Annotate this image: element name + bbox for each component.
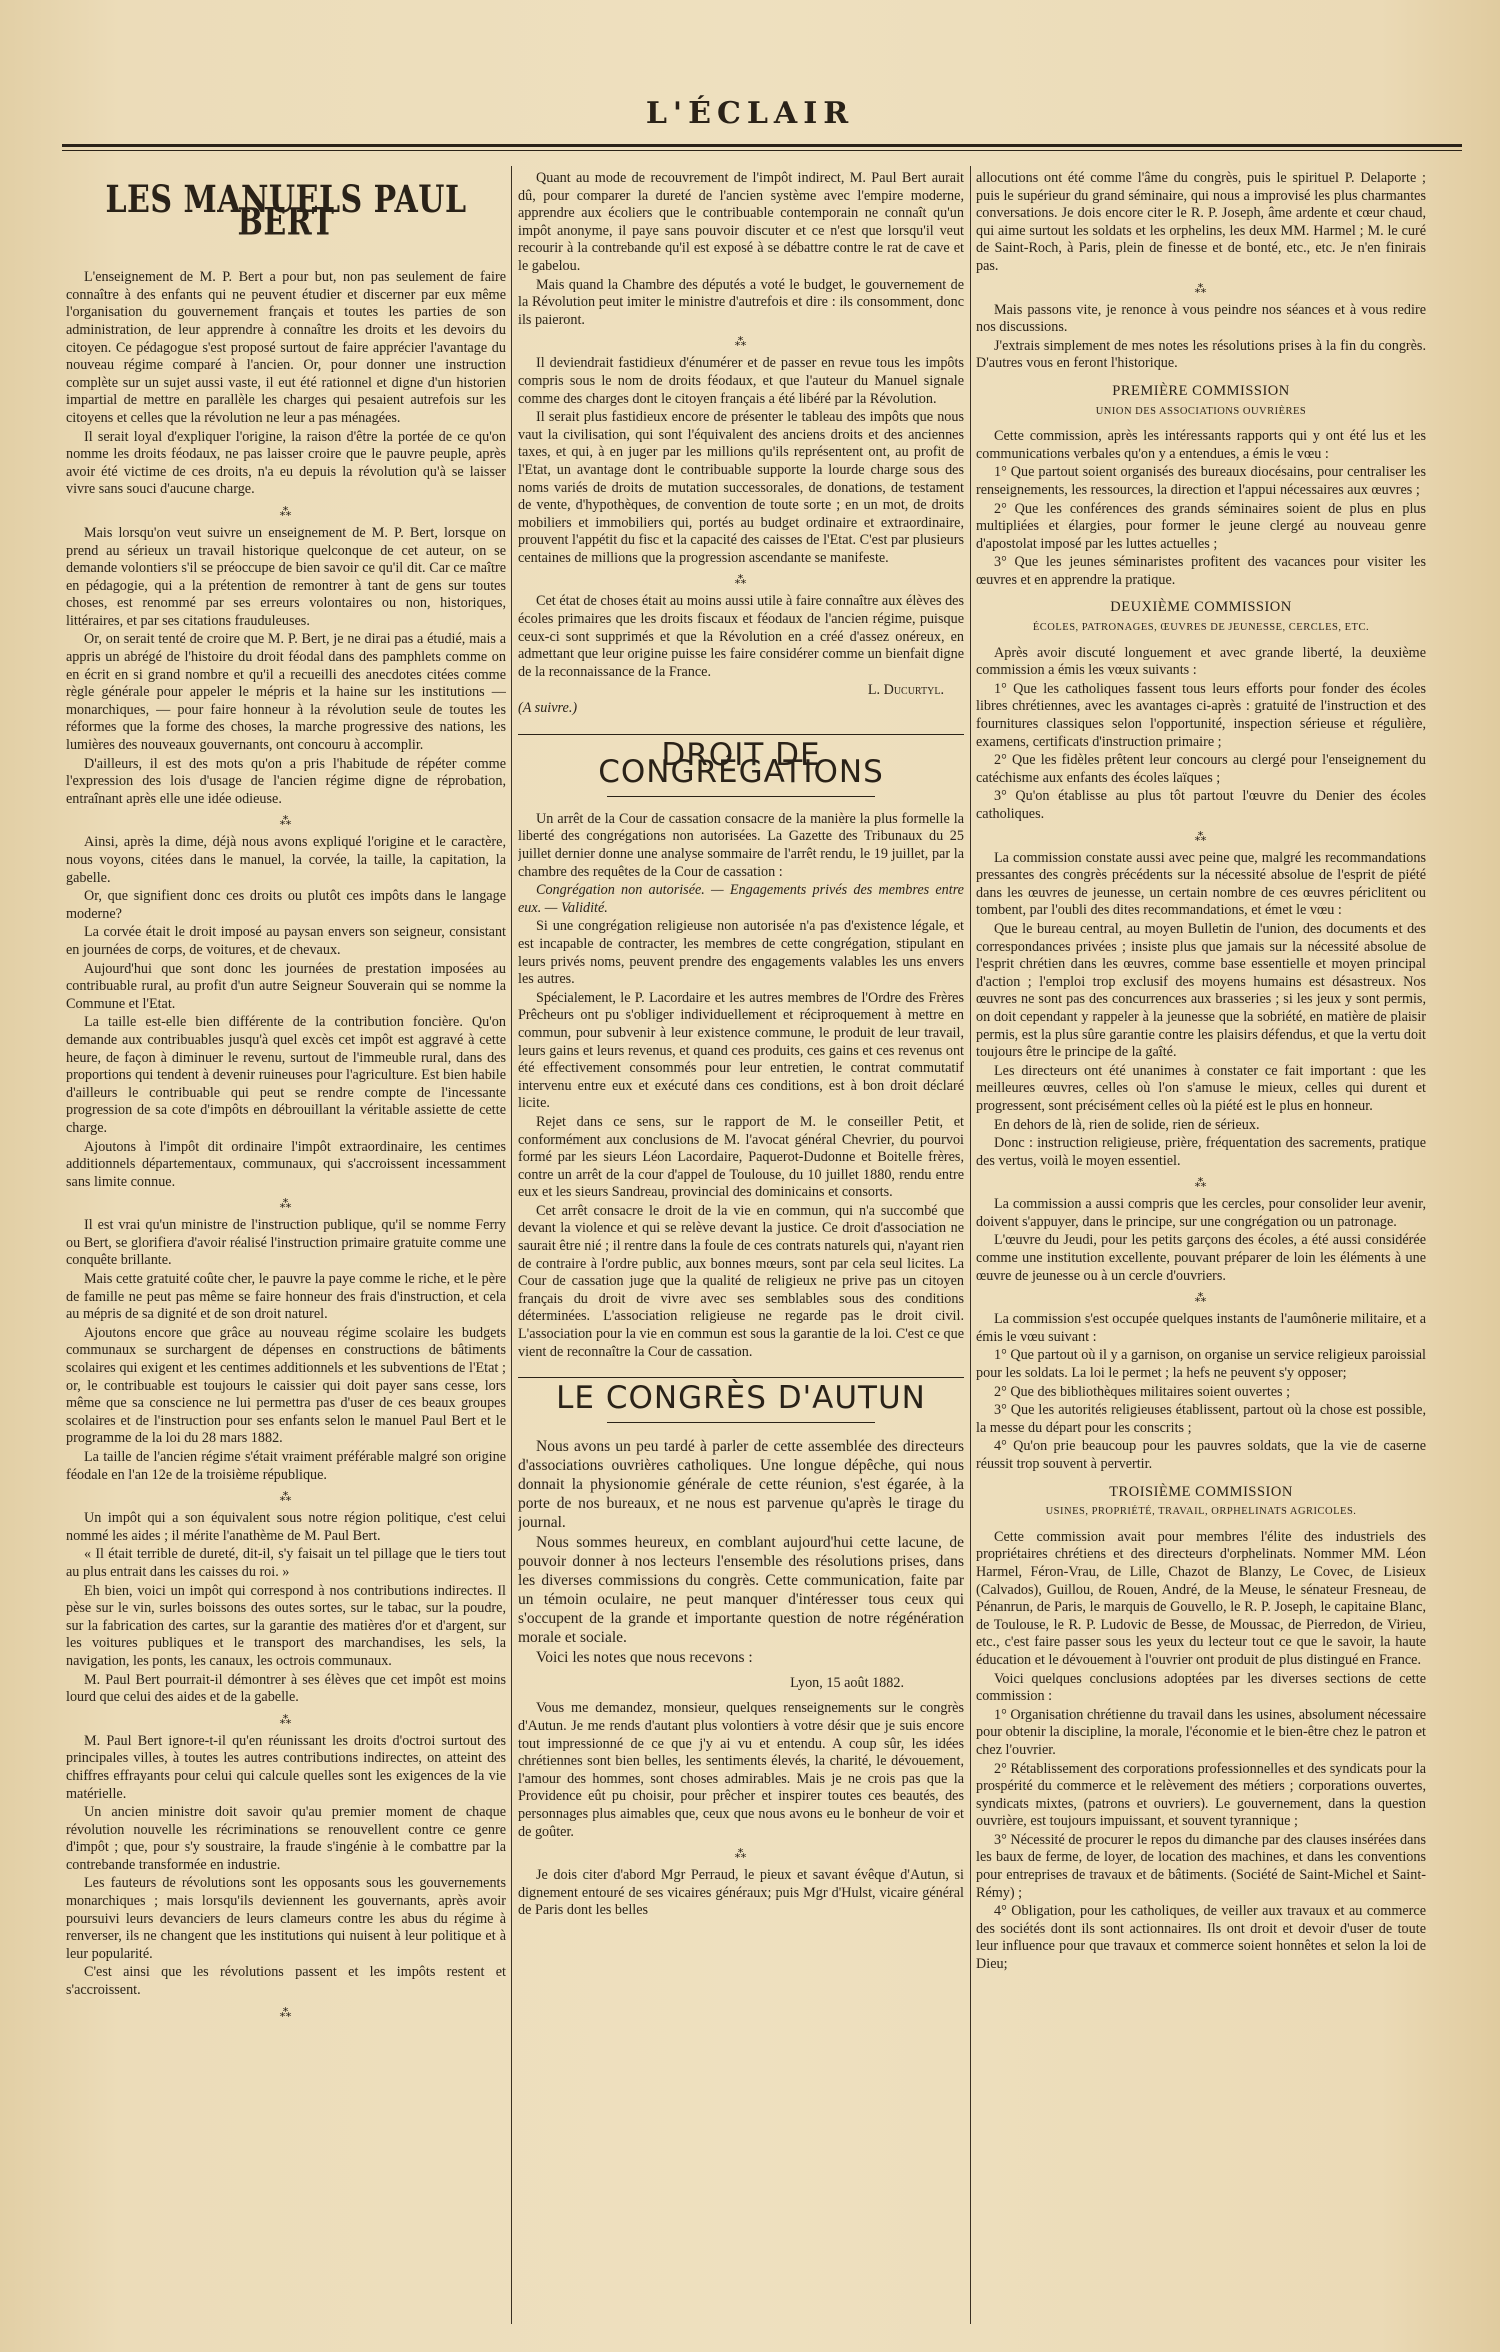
- paragraph: Or, on serait tenté de croire que M. P. Bert, je ne dirai pas a étudié, mais a appris un abrégé de l'histoire du droit féodal dans des pamphlets comme on en écrit en si grand nombre et qu'il a recueilli des anecdotes citées comme règle générale pour appeler le mépris et la haine sur les institutions — monarchiques, — pour faire honneur à la révolution seule de toutes les réformes que la forme des choses, la marche progressive des nations, les lumières des nouveaux gouvernants, ont concouru à accomplir.: [66, 631, 506, 754]
- author-signature: L. Ducurtyl.: [867, 682, 944, 699]
- paragraph: Mais cette gratuité coûte cher, le pauvre la paye comme le riche, et le père de famille ne peut pas même se faire honneur des frais d'instruction, et cela au mépris de sa dignité et de son droit naturel.: [66, 1271, 506, 1323]
- section-asterism: ⁂: [1194, 1291, 1208, 1306]
- paragraph: Mais passons vite, je renonce à vous peindre nos séances et à vous redire nos discussions.: [976, 301, 1426, 336]
- paragraph: La commission a aussi compris que les cercles, pour consolider leur avenir, doivent s'appuyer, dans le principe, sur une congrégation ou un patronage.: [976, 1196, 1426, 1230]
- paragraph: 3° Qu'on établisse au plus tôt partout l'œuvre du Denier des écoles catholiques.: [976, 788, 1426, 822]
- commission-heading: PREMIÈRE COMMISSION: [1112, 382, 1290, 399]
- paragraph: Donc : instruction religieuse, prière, fréquentation des sacrements, pratique des vertus, voilà le moyen essentiel.: [976, 1135, 1426, 1169]
- paragraph: Mais lorsqu'on veut suivre un enseignement de M. P. Bert, lorsque on prend au sérieux un travail historique quelconque de cet auteur, on se demande volontiers s'il se préoccupe de bien savoir ce qu'il dit. Car ce maître en pédagogie, qui a la prétention de remontrer à tant de gens sur toutes choses, est renommé par ses erreurs volontaires ou non, historiques, littéraires, et par ses citations frauduleuses.: [66, 524, 506, 629]
- paragraph: allocutions ont été comme l'âme du congrès, puis le spirituel P. Delaporte ; puis le supérieur du grand séminaire, qui nous a improvisé les plus charmantes conversations. Je dois encore citer le R. P. Joseph, âme ardente et cœur chaud, qui aime surtout les soldats et les orphelins, les deux MM. Harmel ; M. le curé de Saint-Roch, à Paris, plein de finesse et de bonté, etc., etc. Je n'en finirais pas.: [976, 170, 1426, 274]
- paragraph: Voici quelques conclusions adoptées par les diverses sections de cette commission :: [976, 1670, 1426, 1705]
- section-asterism: ⁂: [734, 573, 748, 588]
- paragraph: Je dois citer d'abord Mgr Perraud, le pieux et savant évêque d'Autun, si dignement entouré de ses vicaires généraux; puis Mgr d'Hulst, vicaire général de Paris dont les belles: [518, 1867, 964, 1919]
- section-asterism: ⁂: [279, 1490, 293, 1505]
- paragraph: Cet arrêt consacre le droit de la vie en commun, qui n'a succombé que devant la violence et qui se relève devant la justice. Ce droit d'association ne saurait être nié ; il rentre dans la foule de ces contrats naturels qui, n'ayant rien de contraire à l'ordre public, aux bonnes mœurs, sont par cela seul licites. La Cour de cassation juge que la qualité de religieux ne prive pas un citoyen français du droit de vivre avec ses semblables sous des conditions déterminées. L'association religieuse ne regarde pas le droit civil. L'association pour la vie en commun est sous la garantie de la loi. C'est ce que vient de reconnaître la Cour de cassation.: [518, 1202, 964, 1360]
- section-asterism: ⁂: [279, 814, 293, 829]
- paragraph: 1° Que les catholiques fassent tous leurs efforts pour fonder des écoles libres chrétiennes, avec les avantages ci-après : gratuité de l'instruction et des fournitures classiques selon l'opportunité, inspection sérieuse et régulière, examens, certificats d'instruction primaire ;: [976, 680, 1426, 750]
- section-asterism: ⁂: [279, 1712, 293, 1727]
- paragraph: 3° Que les jeunes séminaristes profitent des vacances pour visiter les œuvres et en apprendre la pratique.: [976, 554, 1426, 588]
- article-title: LE CONGRÈS D'AUTUN: [556, 1380, 926, 1417]
- paragraph: 4° Qu'on prie beaucoup pour les pauvres soldats, que la vie de caserne réussit trop souvent à pervertir.: [976, 1438, 1426, 1472]
- paragraph: J'extrais simplement de mes notes les résolutions prises à la fin du congrès. D'autres vous en feront l'historique.: [976, 337, 1426, 372]
- paragraph: La taille de l'ancien régime s'était vraiment préférable malgré son origine féodale en l'an 12e de la troisième république.: [66, 1449, 506, 1483]
- commission-subheading: USINES, PROPRIÉTÉ, TRAVAIL, ORPHELINATS AGRICOLES.: [1045, 1506, 1357, 1518]
- paragraph: 3° Nécessité de procurer le repos du dimanche par des clauses insérées dans les baux de ferme, de loyer, de location des machines, et dans les conventions pour entreprises de travaux et de bâtiments. (Société de Saint-Michel et Saint-Rémy) ;: [976, 1831, 1426, 1901]
- paragraph: Si une congrégation religieuse non autorisée n'a pas d'existence légale, et est incapable de contracter, les membres de cette congrégation, stipulant en leurs privés noms, peuvent prendre des engagements valables les uns envers les autres.: [518, 918, 964, 988]
- section-asterism: ⁂: [734, 1847, 748, 1862]
- paragraph: 1° Que partout où il y a garnison, on organise un service religieux paroissial pour les soldats. La loi le permet ; la hefs ne peuvent s'y opposer;: [976, 1347, 1426, 1382]
- column-separator: [511, 166, 512, 2324]
- paragraph: L'enseignement de M. P. Bert a pour but, non pas seulement de faire connaître à des enfants qui ne peuvent étudier et discerner par eux même l'organisation du gouvernement français et toutes les parties de son administration, de leur apprendre à connaître les droits et les devoirs du citoyen. Ce pédagogue s'est proposé surtout de faire apprécier l'avantage du nouveau régime comparé à l'ancien. Or, pour donner une instruction complète sur un sujet aussi vaste, il eut été rationnel et digne d'un historien impartial de mettre en parallèle les charges qui pesaient autrefois sur les citoyens et celles que la révolution ne leur a pas ménagées.: [66, 269, 506, 426]
- masthead-rule: [62, 144, 1462, 147]
- paragraph: 2° Que les conférences des grands séminaires soient de plus en plus multipliées et élargies, pour former le jeune clergé au nouveau genre d'apostolat imposé par les luttes actuelles ;: [976, 500, 1426, 552]
- letter-dateline: Lyon, 15 août 1882.: [790, 1674, 904, 1691]
- column-3: [976, 170, 1426, 2310]
- section-asterism: ⁂: [279, 504, 293, 519]
- paragraph: Quant au mode de recouvrement de l'impôt indirect, M. Paul Bert aurait dû, pour comparer la dureté de l'ancien système avec l'empire moderne, apprendre aux écoliers que le contribuable contemporain ne connaît qu'un impôt anonyme, il paye sans pouvoir discuter et ce n'est que lorsqu'il veut recourir à la contrebande qu'il est exposé à se débattre contre le rat de cave et le gabelou.: [518, 170, 964, 274]
- commission-subheading: UNION DES ASSOCIATIONS OUVRIÈRES: [1095, 405, 1307, 417]
- paragraph: Un impôt qui a son équivalent sous notre région politique, c'est celui nommé les aides ; il mérite l'anathème de M. Paul Bert.: [66, 1510, 506, 1544]
- paragraph: Les directeurs ont été unanimes à constater ce fait important : que les meilleures œuvres, celles où l'on s'amuse le mieux, celles qui durent et progressent, sont précisément celles où la piété est le plus en honneur.: [976, 1062, 1426, 1114]
- paragraph: La commission s'est occupée quelques instants de l'aumônerie militaire, et a émis le vœu suivant :: [976, 1311, 1426, 1345]
- section-asterism: ⁂: [1194, 281, 1208, 296]
- paragraph: Les fauteurs de révolutions sont les opposants sous les gouvernements monarchiques ; mais lorsqu'ils deviennent les gouvernants, après avoir poursuivi leurs devanciers de leurs clameurs contre les abus du régime à renverser, ils ne changent que les institutions qui nuisent à leur politique et à leur popularité.: [66, 1875, 506, 1962]
- section-asterism: ⁂: [734, 335, 748, 350]
- article-divider: [518, 734, 964, 735]
- paragraph: Cette commission avait pour membres l'élite des industriels des propriétaires chrétiens et des directeurs d'orphelinats. Nommer MM. Léon Harmel, Féron-Vrau, de Lille, Chazot de Blanzy, Le Covec, de Lisieux (Calvados), Guillou, de Rouen, André, de la Meuse, le sénateur Fresneau, de Pénanrun, de Paris, le marquis de Gouvello, le R. P. Joseph, le capitaine Blanc, de Toulouse, le R. P. Ludovic de Besse, de Moussac, de Pierredon, de Virieu, etc., c'est faire passer sous les yeux du lecteur tout ce que le savoir, la haute éducation et le dévouement à l'ouvrier ont produit de plus distingué en France.: [976, 1528, 1426, 1668]
- paragraph: Aujourd'hui que sont donc les journées de prestation imposées au contribuable rural, au profit d'un autre Seigneur Souverain qui se nomme la Commune et l'Etat.: [66, 960, 506, 1012]
- commission-subheading: ÉCOLES, PATRONAGES, ŒUVRES DE JEUNESSE, CERCLES, ETC.: [1032, 622, 1370, 634]
- column-1: [66, 170, 506, 2310]
- paragraph: 1° Que partout soient organisés des bureaux diocésains, pour centraliser les renseignements, les ressources, la direction et l'appui nécessaires aux œuvres ;: [976, 464, 1426, 498]
- to-be-continued: (A suivre.): [518, 700, 578, 717]
- paragraph: Après avoir discuté longuement et avec grande liberté, la deuxième commission a émis les vœux suivants :: [976, 644, 1426, 679]
- paragraph: Rejet dans ce sens, sur le rapport de M. le conseiller Petit, et conformément aux conclusions de M. l'avocat général Chevrier, du pourvoi formé par les sieurs Léon Lacordaire, Paquerot-Dudonne et Boitelle frères, contre un arrêt de la cour d'appel de Toulouse, du 10 juillet 1880, rendu entre eux et les sieurs Sandreau, provincial des dominicains et consorts.: [518, 1113, 964, 1201]
- paragraph: D'ailleurs, il est des mots qu'on a pris l'habitude de répéter comme l'expression des lois d'usage de l'ancien régime digne de réprobation, entraînant après elle une idée odieuse.: [66, 755, 506, 807]
- paragraph: Or, que signifient donc ces droits ou plutôt ces impôts dans le langage moderne?: [66, 888, 506, 922]
- masthead-rule-thin: [62, 150, 1462, 151]
- paragraph: La commission constate aussi avec peine que, malgré les recommandations pressantes des congrès précédents sur la nécessité absolue de l'esprit de piété dans les œuvres de jeunesse, un certain nombre de ces œuvres périclitent ou tombent, par l'oubli des dites recommandations, et émet le vœu :: [976, 849, 1426, 919]
- masthead-title: L'ÉCLAIR: [645, 96, 855, 131]
- paragraph: Un arrêt de la Cour de cassation consacre de la manière la plus formelle la liberté des congrégations non autorisées. La Gazette des Tribunaux du 25 juillet dernier donne une analyse sommaire de l'arrêt rendu, le 19 juillet, par la chambre des requêtes de la Cour de cassation :: [518, 810, 964, 880]
- column-separator: [970, 166, 971, 2324]
- paragraph: Il est vrai qu'un ministre de l'instruction publique, qu'il se nomme Ferry ou Bert, se glorifiera d'avoir réalisé l'instruction primaire gratuite comme une conquête brillante.: [66, 1217, 506, 1269]
- paragraph: Congrégation non autorisée. — Engagements privés des membres entre eux. — Validité.: [518, 882, 964, 916]
- paragraph: Que le bureau central, au moyen Bulletin de l'union, des documents et des correspondances privées ; insiste plus que jamais sur la nécessité absolue de l'esprit chrétien dans les œuvres, comme base essentielle et moyen principal d'action ; l'emploi trop exclusif des moyens humains est désastreux. Nos œuvres ne sont pas des concurrences aux brasseries ; si les jeux y sont permis, on doit cependant y rappeler à la jeunesse que la sobriété, en matière de plaisir permis, est la plus sûre garantie contre les plaisirs défendus, et que la vertu doit toujours être le principe de la gaîté.: [976, 920, 1426, 1061]
- paragraph: L'œuvre du Jeudi, pour les petits garçons des écoles, a été aussi considérée comme une institution excellente, pouvant préparer de loin les éléments à une œuvre de jeunesse ou à un cercle d'ouvriers.: [976, 1232, 1426, 1284]
- paragraph: Un ancien ministre doit savoir qu'au premier moment de chaque révolution nouvelle les récriminations se renouvellent contre ce genre d'impôt ; que, pour s'y soustraire, la fraude s'ingénie à le combattre par la contrebande transformée en industrie.: [66, 1804, 506, 1873]
- paragraph: Ajoutons à l'impôt dit ordinaire l'impôt extraordinaire, les centimes additionnels départementaux, communaux, qui s'accroissent incessamment sans limite connue.: [66, 1138, 506, 1190]
- paragraph: 2° Rétablissement des corporations professionnelles et des syndicats pour la prospérité du commerce et le relèvement des métiers ; corporations ouvertes, syndicats mixtes, (patrons et ouvriers). Le gouvernement, dans la question ouvrière, est toujours impuissant, et souvent tyrannique ;: [976, 1760, 1426, 1830]
- paragraph: Voici les notes que nous recevons :: [536, 1648, 753, 1666]
- paragraph: Eh bien, voici un impôt qui correspond à nos contributions indirectes. Il pèse sur le vin, surles boissons des outes sortes, sur le tabac, sur la poudre, sur la fabrication des cartes, sur la garantie des matières d'or et d'argent, sur les voitures publiques et le transport des marchandises, les sels, la navigation, les ponts, les canaux, les octrois communaux.: [66, 1582, 506, 1669]
- article-title: DROIT DE CONGRÉGATIONS: [598, 736, 884, 791]
- commission-heading: DEUXIÈME COMMISSION: [1110, 599, 1292, 616]
- paragraph: Nous avons un peu tardé à parler de cette assemblée des directeurs d'associations ouvrières catholiques. Une longue dépêche, qui nous donnait la physionomie générale de cette réunion, s'est égarée, à la porte de nos bureaux, et ne nous est parvenue qu'après le tirage du journal.: [518, 1437, 964, 1531]
- paragraph: Mais quand la Chambre des députés a voté le budget, le gouvernement de la Révolution peut imiter le ministre d'autrefois et dire : ils consomment, donc ils paieront.: [518, 276, 964, 328]
- paragraph: « Il était terrible de dureté, dit-il, s'y faisait un tel pillage que le tiers tout au plus entrait dans les caisses du roi. »: [66, 1546, 506, 1580]
- paragraph: Cette commission, après les intéressants rapports qui y ont été lus et les communications verbales qu'on y a entendues, a émis le vœu :: [976, 428, 1426, 462]
- paragraph: C'est ainsi que les révolutions passent et les impôts restent et s'accroissent.: [66, 1964, 506, 1999]
- paragraph: En dehors de là, rien de solide, rien de sérieux.: [994, 1116, 1260, 1133]
- paragraph: 4° Obligation, pour les catholiques, de veiller aux travaux et au commerce des sociétés dont ils sont actionnaires. Ils ont droit et devoir d'user de toute leur influence pour que travaux et commerce soient honnêtes et selon la loi de Dieu;: [976, 1903, 1426, 1973]
- paragraph: 3° Que les autorités religieuses établissent, partout où la chose est possible, la messe du départ pour les conscrits ;: [976, 1402, 1426, 1436]
- section-asterism: ⁂: [279, 2005, 293, 2020]
- commission-heading: TROISIÈME COMMISSION: [1109, 1483, 1293, 1500]
- paragraph: M. Paul Bert ignore-t-il qu'en réunissant les droits d'octroi surtout des principales villes, à toutes les autres contributions indirectes, on atteint des chiffres effrayants pour celui qui calcule quelles sont les exigences de la vie matérielle.: [66, 1732, 506, 1802]
- paragraph: 2° Que des bibliothèques militaires soient ouvertes ;: [994, 1383, 1291, 1400]
- column-2: [518, 170, 964, 2310]
- paragraph: Il deviendrait fastidieux d'énumérer et de passer en revue tous les impôts compris sous le nom de droits féodaux, et que l'auteur du Manuel signale comme des charges dont le citoyen français a été libéré par la Révolution.: [518, 355, 964, 407]
- title-underline: [607, 1422, 875, 1423]
- paragraph: Il serait plus fastidieux encore de présenter le tableau des impôts que nous vaut la civilisation, qui sont l'équivalent des anciens droits et des anciennes taxes, et qui, à en juger par les millions qu'ils représentent ont, au profit de l'Etat, un avantage dont le contribuable supporte la lourde charge sous des noms variés de droits de mutation successorales, de donations, de testament de vente, d'hypothèques, de convention de toute sorte ; en un mot, de droits mobiliers et immobiliers qui, portés au budget ordinaire et extraordinaire, prouvent l'appétit du fisc et la capacité des caisses de l'Etat. C'est par plusieurs centaines de millions que la progression ascendante se manifeste.: [518, 409, 964, 566]
- paragraph: La taille est-elle bien différente de la contribution foncière. Qu'on demande aux contribuables jusqu'à quel excès cet impôt est aggravé à cette heure, de façon à diminuer le revenu, surtout de l'immeuble rural, dans des proportions qui tendent à devenir ruineuses pour l'agriculture. Est bien habile d'ailleurs le contribuable qui peut se rendre compte de l'incessante progression de sa cote d'impôts en débrouillant la véritable assiette de cette charge.: [66, 1014, 506, 1136]
- section-asterism: ⁂: [1194, 1176, 1208, 1191]
- paragraph: Il serait loyal d'expliquer l'origine, la raison d'être la portée de ce qu'on nomme les droits féodaux, ne pas laisser croire que le pauvre peuple, après avoir été victime de ces droits, n'a eu depuis la révolution qu'à se laisser vivre sans souci d'aucune charge.: [66, 428, 506, 498]
- paragraph: Nous sommes heureux, en comblant aujourd'hui cette lacune, de pouvoir donner à nos lecteurs l'ensemble des résolutions prises, dans les diverses commissions du congrès. Cette communication, faite par un témoin oculaire, ne peut manquer d'intéresser tous ceux qui s'occupent de la grande et importante question de notre régénération morale et sociale.: [518, 1533, 964, 1646]
- paragraph: Ainsi, après la dime, déjà nous avons expliqué l'origine et le caractère, nous voyons, citées dans le manuel, la corvée, la taille, la capitation, la gabelle.: [66, 834, 506, 886]
- paragraph: Spécialement, le P. Lacordaire et les autres membres de l'Ordre des Frères Prêcheurs ont pu s'obliger individuellement et réciproquement à mettre en commun, pour subvenir à leur existence commune, le produit de leur travail, leurs gains et leurs revenus, et quand ces produits, ces gains et ces revenus ont été effectivement consommés pour leur entretien, le contrat commutatif intervenu entre eux et exécuté dans ces conditions, est à bon droit déclaré licite.: [518, 989, 964, 1112]
- article-title: LES MANUELS PAUL BERT: [105, 178, 467, 245]
- paragraph: 1° Organisation chrétienne du travail dans les usines, absolument nécessaire pour obtenir la discipline, la morale, l'économie et le bien-être chez le patron et chez l'ouvrier.: [976, 1706, 1426, 1758]
- title-underline: [607, 796, 875, 797]
- paragraph: Ajoutons encore que grâce au nouveau régime scolaire les budgets communaux se surchargent de dépenses en constructions de bâtiments scolaires qui exigent et les centimes additionnels et les subventions de l'Etat ; or, le contribuable est toujours le caissier qui doit payer sans cesse, lors même que sa conscience ne lui permettra pas d'user de ces beaux groupes scolaires et de l'instruction pour ses enfants selon le manuel Paul Bert et le programme de la loi du 28 mars 1882.: [66, 1324, 506, 1447]
- paragraph: Cet état de choses était au moins aussi utile à faire connaître aux élèves des écoles primaires que les droits fiscaux et féodaux de l'ancien régime, puisque ceux-ci sont supprimés et que la Révolution en a créé d'assez onéreux, en admettant que leur origine puisse les faire considérer comme un bienfait digne de la reconnaissance de la France.: [518, 593, 964, 680]
- paragraph: 2° Que les fidèles prêtent leur concours au clergé pour l'enseignement du catéchisme aux enfants des écoles laïques ;: [976, 752, 1426, 786]
- article-divider: [518, 1377, 964, 1378]
- paragraph: La corvée était le droit imposé au paysan envers son seigneur, consistant en journées de corps, de voitures, et de chevaux.: [66, 924, 506, 958]
- paragraph: Vous me demandez, monsieur, quelques renseignements sur le congrès d'Autun. Je me rends d'autant plus volontiers à votre désir que je suis encore tout impressionné de ce que j'y ai vu et entendu. A coup sûr, les idées chrétiennes sont bien belles, les sentiments élevés, la charité, le dévouement, l'amour des hommes, sont choses admirables. Mais je ne crois pas que la Providence eût pu choisir, pour prêcher et inspirer toutes ces beautés, des personnages plus aimables que, ceux que nous avons eu le bonheur de voir et de goûter.: [518, 1700, 964, 1840]
- section-asterism: ⁂: [1194, 829, 1208, 844]
- section-asterism: ⁂: [279, 1197, 293, 1212]
- paragraph: M. Paul Bert pourrait-il démontrer à ses élèves que cet impôt est moins lourd que celui des aides et de la gabelle.: [66, 1671, 506, 1706]
